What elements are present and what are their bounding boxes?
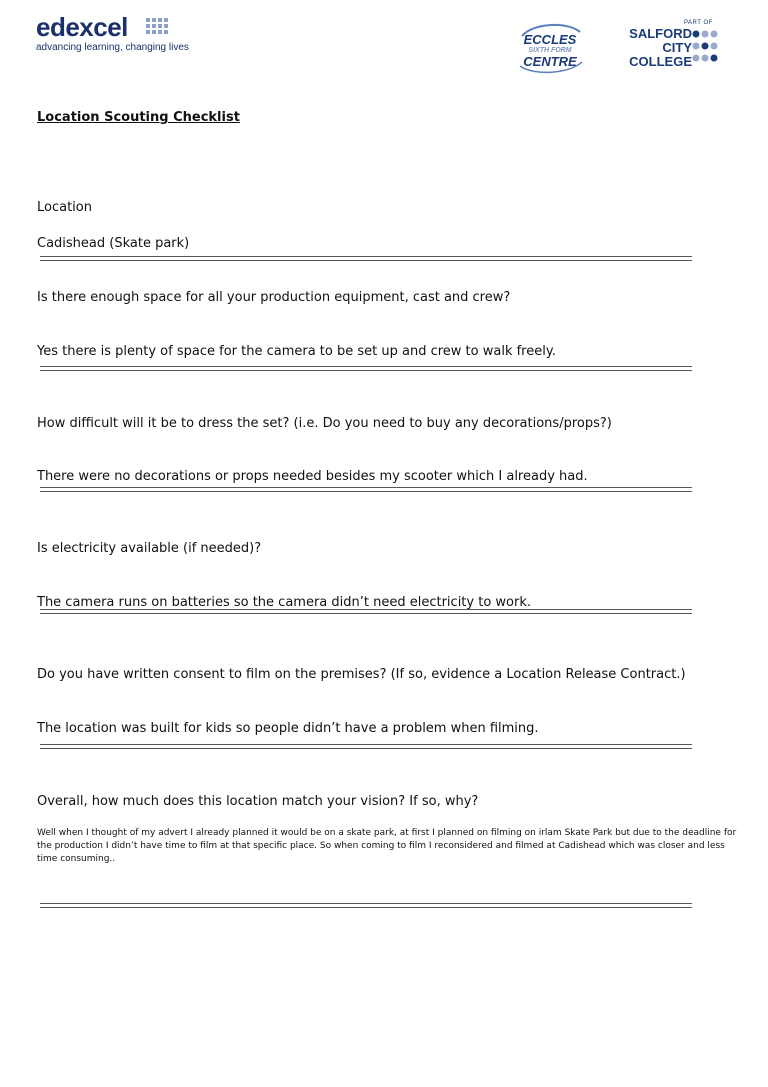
salford-line-3: COLLEGE xyxy=(629,54,692,69)
edexcel-grid-icon xyxy=(146,18,168,38)
salford-dots-icon xyxy=(692,29,720,65)
salford-logo xyxy=(626,27,692,69)
question-1: Is there enough space for all your production equipment, cast and crew? xyxy=(37,290,511,305)
location-value: Cadishead (Skate park) xyxy=(37,236,190,251)
answer-1: Yes there is plenty of space for the camera to be set up and crew to walk freely. xyxy=(37,344,556,359)
answer-4: The location was built for kids so people didn’t have a problem when filming. xyxy=(37,721,539,736)
question-3: Is electricity available (if needed)? xyxy=(37,541,262,556)
question-5: Overall, how much does this location match your vision? If so, why? xyxy=(37,794,479,809)
answer-rule xyxy=(40,744,692,749)
page-title: Location Scouting Checklist xyxy=(37,110,240,125)
eccles-line-1: ECCLES xyxy=(523,32,577,47)
answer-5: Well when I thought of my advert I already planned it would be on a skate park, at first I planned on filming on irlam Skate Park but due to the deadline for the production I didn’t have time to film at that specific place. So when coming to film I reconsidered and filmed at Cadishead which was closer and less time consuming.. xyxy=(37,828,737,864)
salford-line-2: CITY xyxy=(662,40,692,55)
eccles-line-2: SIXTH FORM xyxy=(528,47,572,54)
answer-rule xyxy=(40,609,692,614)
question-2: How difficult will it be to dress the set? (i.e. Do you need to buy any decorations/props?) xyxy=(37,416,612,431)
question-4: Do you have written consent to film on the premises? (If so, evidence a Location Release Contract.) xyxy=(37,667,686,682)
answer-rule xyxy=(40,366,692,371)
eccles-line-3: CENTRE xyxy=(523,54,577,69)
answer-2: There were no decorations or props needed besides my scooter which I already had. xyxy=(37,469,588,484)
eccles-logo xyxy=(514,22,586,74)
salford-line-1: SALFORD xyxy=(629,26,692,41)
edexcel-logo: edexcel xyxy=(36,12,128,42)
location-label: Location xyxy=(37,200,92,215)
salford-part-of: PART OF xyxy=(684,20,713,26)
edexcel-tagline: advancing learning, changing lives xyxy=(36,42,189,53)
answer-rule xyxy=(40,256,692,261)
answer-rule xyxy=(40,487,692,492)
answer-rule xyxy=(40,903,692,908)
answer-3: The camera runs on batteries so the camera didn’t need electricity to work. xyxy=(37,595,531,610)
